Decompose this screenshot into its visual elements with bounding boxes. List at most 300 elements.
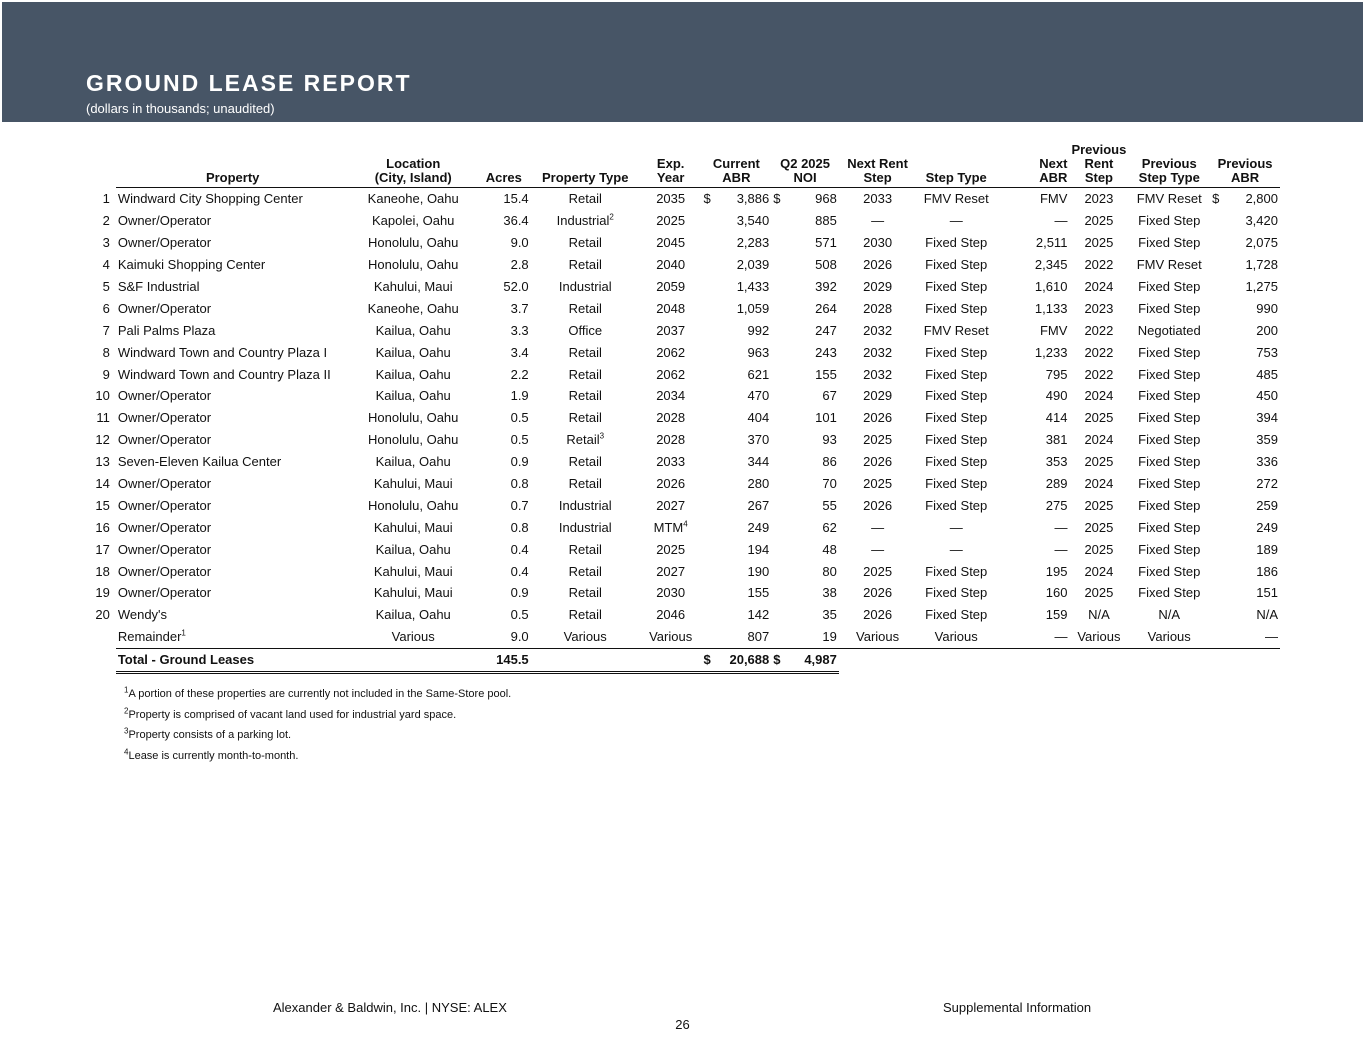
row-exp-year: 2027 [656, 563, 686, 579]
row-property: Owner/Operator [117, 497, 212, 513]
row-property: Owner/Operator [117, 235, 212, 251]
row-location: Kailua, Oahu [375, 607, 451, 623]
remainder-acres: 9.0 [477, 626, 531, 648]
row-previous-abr: 753 [1256, 344, 1278, 360]
row-exp-year: 2028 [656, 410, 686, 426]
row-property-type: Retail [568, 607, 602, 623]
row-acres: 0.8 [510, 519, 529, 535]
row-acres: 15.4 [503, 191, 529, 207]
row-index: 10 [95, 388, 110, 404]
row-q2-noi: 264 [815, 300, 837, 316]
row-acres: 0.5 [510, 410, 529, 426]
table-row [84, 319, 1280, 341]
row-next-rent-step: 2026 [863, 497, 893, 513]
row-previous-abr-currency [1210, 210, 1226, 232]
row-acres: 2.2 [510, 366, 529, 382]
row-exp-year: 2062 [656, 366, 686, 382]
row-index: 19 [95, 585, 110, 601]
row-abr-currency [702, 363, 718, 385]
col-header-next-rent-step: Next Rent Step [839, 143, 916, 188]
row-acres: 3.4 [510, 344, 529, 360]
row-step-type: Fixed Step [925, 497, 988, 513]
total-abr: 20,688 [717, 648, 771, 672]
row-acres: 0.7 [510, 497, 529, 513]
row-location: Kaneohe, Oahu [367, 300, 459, 316]
row-property-type: Industrial [558, 279, 612, 294]
row-current-abr: 621 [747, 366, 770, 382]
table-body [84, 188, 1280, 673]
col-header-next-abr: Next ABR [996, 143, 1069, 188]
row-exp-year: 2046 [656, 607, 686, 623]
row-previous-step-type: Fixed Step [1138, 213, 1201, 229]
row-abr-currency [702, 451, 718, 473]
row-index: 12 [95, 432, 110, 448]
row-current-abr: 370 [747, 432, 770, 448]
row-step-type: Fixed Step [925, 476, 988, 492]
row-previous-rent-step: 2022 [1084, 257, 1114, 273]
row-q2-noi: 968 [815, 191, 837, 207]
row-previous-abr: 1,275 [1245, 279, 1278, 294]
row-property: Windward Town and Country Plaza I [117, 344, 328, 360]
table-row [84, 473, 1280, 495]
row-exp-year: 2037 [656, 322, 686, 338]
row-noi-currency [771, 210, 787, 232]
row-next-abr: 414 [1045, 410, 1068, 426]
row-q2-noi: 885 [815, 213, 837, 229]
row-previous-abr-currency [1210, 363, 1226, 385]
row-property-type: Retail [568, 585, 602, 601]
row-current-abr: 2,039 [736, 257, 770, 273]
table-row [84, 254, 1280, 276]
row-abr-currency [702, 232, 718, 254]
row-previous-step-type: Fixed Step [1138, 585, 1201, 601]
row-abr-currency [702, 297, 718, 319]
row-previous-rent-step: 2025 [1084, 541, 1114, 557]
row-current-abr: 3,540 [736, 213, 770, 229]
row-previous-abr: 1,728 [1245, 257, 1278, 273]
row-exp-year: 2030 [656, 585, 686, 601]
row-previous-abr: 990 [1256, 300, 1278, 316]
row-previous-abr: 2,075 [1245, 235, 1278, 251]
row-previous-abr-currency [1210, 276, 1226, 298]
row-abr-currency [702, 604, 718, 626]
row-exp-year: 2059 [656, 279, 686, 294]
row-next-abr: 1,233 [1034, 344, 1068, 360]
col-header-q2-noi: Q2 2025 NOI [771, 143, 839, 188]
row-property: Owner/Operator [117, 410, 212, 426]
row-previous-rent-step: 2025 [1084, 519, 1114, 535]
row-location: Kapolei, Oahu [372, 213, 455, 229]
row-next-rent-step: — [871, 213, 885, 229]
row-previous-abr: 485 [1256, 366, 1278, 382]
row-noi-currency [771, 516, 787, 538]
row-property-type: Retail [568, 563, 602, 579]
row-property: Owner/Operator [117, 519, 212, 535]
row-noi-currency [771, 341, 787, 363]
row-exp-year: 2062 [656, 344, 686, 360]
row-step-type: Fixed Step [925, 410, 988, 426]
table-row [84, 451, 1280, 473]
row-previous-rent-step: 2024 [1084, 563, 1114, 579]
row-next-abr: 289 [1045, 476, 1068, 492]
row-abr-currency [702, 429, 718, 451]
row-previous-step-type: Negotiated [1137, 322, 1201, 338]
row-previous-rent-step: 2024 [1084, 432, 1114, 448]
row-property: Owner/Operator [117, 300, 212, 316]
row-previous-abr: 272 [1256, 476, 1278, 492]
row-step-type: Fixed Step [925, 235, 988, 251]
row-previous-abr-currency [1210, 385, 1226, 407]
row-next-abr: 1,610 [1034, 279, 1068, 294]
row-current-abr: 190 [747, 563, 770, 579]
table-row [84, 232, 1280, 254]
row-step-type: — [949, 541, 963, 557]
row-previous-abr-currency [1210, 494, 1226, 516]
row-index: 11 [96, 410, 110, 426]
col-header-previous-abr: Previous ABR [1210, 143, 1280, 188]
row-previous-abr: 359 [1256, 432, 1278, 448]
row-property: Kaimuki Shopping Center [117, 257, 266, 273]
table-row [84, 341, 1280, 363]
row-q2-noi: 70 [822, 476, 837, 492]
table-row [84, 276, 1280, 298]
row-previous-abr-currency [1210, 604, 1226, 626]
table-row [84, 582, 1280, 604]
row-exp-year: 2025 [656, 541, 686, 557]
table-row [84, 385, 1280, 407]
row-location: Honolulu, Oahu [368, 235, 459, 251]
row-acres: 36.4 [503, 213, 529, 229]
row-q2-noi: 38 [822, 585, 837, 601]
row-q2-noi: 243 [815, 344, 837, 360]
row-next-abr: 2,345 [1034, 257, 1068, 273]
remainder-location: Various [350, 626, 477, 648]
row-previous-abr: 186 [1256, 563, 1278, 579]
row-acres: 9.0 [510, 235, 529, 251]
row-step-type: Fixed Step [925, 563, 988, 579]
row-noi-currency [771, 276, 787, 298]
row-current-abr: 404 [747, 410, 770, 426]
total-label: Total - Ground Leases [116, 648, 350, 672]
row-q2-noi: 101 [815, 410, 837, 426]
row-index: 4 [102, 257, 110, 273]
row-step-type: — [949, 519, 963, 535]
row-previous-step-type: Fixed Step [1138, 541, 1201, 557]
row-previous-abr-currency [1210, 429, 1226, 451]
row-current-abr: 992 [747, 322, 770, 338]
row-previous-abr-currency [1210, 451, 1226, 473]
row-current-abr: 1,059 [736, 300, 770, 316]
row-q2-noi: 67 [822, 388, 837, 404]
row-previous-abr-currency [1210, 319, 1226, 341]
row-current-abr: 280 [747, 476, 770, 492]
row-property: Owner/Operator [117, 585, 212, 601]
remainder-row [84, 626, 1280, 648]
row-exp-year: 2026 [656, 476, 686, 492]
row-q2-noi: 571 [815, 235, 837, 251]
row-previous-abr-currency [1210, 232, 1226, 254]
footnote: $^1$A portion of these properties are currently not included in the Same-Store pool. [124, 685, 512, 700]
row-step-type: — [949, 213, 963, 229]
row-property-type: Retail [568, 476, 602, 492]
row-current-abr: 1,433 [736, 279, 770, 294]
row-location: Kahului, Maui [373, 476, 453, 492]
row-acres: 3.3 [510, 322, 529, 338]
row-acres: 0.4 [510, 541, 529, 557]
row-noi-currency: $ [773, 191, 781, 207]
col-header-step-type: Step Type [916, 143, 996, 188]
row-index: 5 [102, 279, 110, 294]
row-index: 7 [102, 322, 110, 338]
row-index: 6 [102, 300, 110, 316]
row-noi-currency [771, 232, 787, 254]
remainder-step-type: Various [916, 626, 996, 648]
row-noi-currency [771, 254, 787, 276]
row-property-type: Retail [568, 235, 602, 251]
row-index: 2 [102, 213, 110, 229]
row-abr-currency [702, 560, 718, 582]
row-previous-abr: 189 [1256, 541, 1278, 557]
row-current-abr: 3,886 [736, 191, 770, 207]
row-q2-noi: 247 [815, 322, 837, 338]
row-exp-year: 2034 [656, 388, 686, 404]
row-noi-currency [771, 560, 787, 582]
total-acres: 145.5 [477, 648, 531, 672]
row-index: 9 [102, 366, 110, 382]
row-property: Wendy's [117, 607, 168, 623]
row-q2-noi: 155 [815, 366, 837, 382]
row-previous-step-type: Fixed Step [1138, 563, 1201, 579]
row-previous-rent-step: 2025 [1084, 213, 1114, 229]
row-next-abr: FMV [1039, 191, 1068, 207]
footnotes [124, 685, 512, 771]
row-next-rent-step: 2026 [863, 454, 893, 470]
row-previous-abr: 336 [1256, 454, 1278, 470]
row-noi-currency [771, 319, 787, 341]
row-noi-currency [771, 385, 787, 407]
row-q2-noi: 93 [822, 432, 837, 448]
row-q2-noi: 35 [822, 607, 837, 623]
row-current-abr: 194 [747, 541, 770, 557]
row-next-rent-step: 2026 [863, 585, 893, 601]
row-current-abr: 155 [747, 585, 770, 601]
total-abr-currency: $ [702, 648, 718, 672]
row-step-type: Fixed Step [925, 432, 988, 448]
row-location: Honolulu, Oahu [368, 410, 459, 426]
row-noi-currency [771, 494, 787, 516]
col-header-exp-year: Exp. Year [640, 143, 702, 188]
row-index: 18 [95, 563, 110, 579]
row-previous-abr: 450 [1256, 388, 1278, 404]
row-next-abr: — [1054, 519, 1068, 535]
total-noi: 4,987 [787, 648, 839, 672]
col-header-property: Property [116, 143, 350, 188]
row-exp-year: 2048 [656, 300, 686, 316]
row-noi-currency [771, 429, 787, 451]
row-next-rent-step: 2028 [863, 300, 893, 316]
row-step-type: FMV Reset [923, 322, 989, 338]
row-previous-rent-step: 2023 [1084, 300, 1114, 316]
row-abr-currency [702, 341, 718, 363]
row-next-rent-step: 2032 [863, 322, 893, 338]
footer-company: Alexander & Baldwin, Inc. | NYSE: ALEX [273, 1000, 507, 1015]
row-next-rent-step: 2032 [863, 366, 893, 382]
row-previous-rent-step: 2022 [1084, 344, 1114, 360]
row-exp-year: 2025 [656, 213, 686, 229]
row-noi-currency [771, 363, 787, 385]
row-property-type: Retail [568, 191, 602, 207]
row-abr-currency [702, 516, 718, 538]
row-step-type: Fixed Step [925, 388, 988, 404]
row-current-abr: 249 [747, 519, 770, 535]
row-previous-step-type: Fixed Step [1138, 519, 1201, 535]
row-next-rent-step: 2030 [863, 235, 893, 251]
row-property: Owner/Operator [117, 541, 212, 557]
row-abr-currency [702, 538, 718, 560]
remainder-type: Various [531, 626, 640, 648]
row-property-type: Retail [568, 541, 602, 557]
row-location: Kahului, Maui [373, 563, 453, 579]
row-acres: 1.9 [510, 388, 529, 404]
row-step-type: Fixed Step [925, 366, 988, 382]
footer-section: Supplemental Information [943, 1000, 1092, 1015]
row-acres: 0.8 [510, 476, 529, 492]
row-acres: 3.7 [510, 300, 529, 316]
row-abr-currency [702, 319, 718, 341]
table-row [84, 407, 1280, 429]
row-next-rent-step: 2032 [863, 344, 893, 360]
row-previous-step-type: Fixed Step [1138, 388, 1201, 404]
row-property: Windward Town and Country Plaza II [117, 366, 331, 382]
row-current-abr: 267 [747, 497, 770, 513]
row-previous-rent-step: N/A [1088, 607, 1110, 623]
row-property: Seven-Eleven Kailua Center [117, 454, 282, 470]
row-noi-currency [771, 538, 787, 560]
row-next-abr: — [1054, 541, 1068, 557]
row-location: Honolulu, Oahu [368, 257, 459, 273]
table-row [84, 210, 1280, 232]
row-previous-step-type: Fixed Step [1138, 410, 1201, 426]
row-previous-step-type: Fixed Step [1138, 344, 1201, 360]
row-next-rent-step: 2029 [863, 388, 893, 404]
remainder-next-step: Various [839, 626, 916, 648]
row-location: Kahului, Maui [373, 519, 453, 535]
row-previous-abr: 200 [1256, 322, 1278, 338]
row-previous-step-type: Fixed Step [1138, 366, 1201, 382]
row-location: Honolulu, Oahu [368, 497, 459, 513]
remainder-property: Remainder$^1$ [116, 626, 350, 648]
row-next-abr: — [1054, 213, 1068, 229]
row-noi-currency [771, 582, 787, 604]
remainder-prev-abr: — [1226, 626, 1280, 648]
row-previous-abr: 259 [1256, 497, 1278, 513]
row-abr-currency [702, 407, 718, 429]
row-next-rent-step: 2033 [863, 191, 893, 207]
row-next-rent-step: 2026 [863, 607, 893, 623]
col-header-previous-step-type: Previous Step Type [1128, 143, 1210, 188]
row-location: Kailua, Oahu [375, 322, 451, 338]
row-q2-noi: 508 [815, 257, 837, 273]
report-header [2, 2, 1363, 122]
row-current-abr: 470 [747, 388, 770, 404]
row-previous-abr-currency [1210, 297, 1226, 319]
row-step-type: Fixed Step [925, 454, 988, 470]
row-current-abr: 344 [747, 454, 770, 470]
col-header-current-abr: Current ABR [702, 143, 772, 188]
table-row [84, 538, 1280, 560]
row-step-type: FMV Reset [923, 191, 989, 207]
footnote: $^3$Property consists of a parking lot. [124, 726, 292, 742]
row-property: Owner/Operator [117, 432, 212, 448]
row-previous-rent-step: 2023 [1084, 191, 1114, 207]
remainder-next-abr: — [996, 626, 1069, 648]
row-previous-abr: N/A [1256, 607, 1278, 623]
remainder-abr: 807 [717, 626, 771, 648]
footnote: $^2$Property is comprised of vacant land used for industrial yard space. [124, 706, 457, 721]
row-previous-step-type: Fixed Step [1138, 432, 1201, 448]
row-property: S&F Industrial [117, 279, 200, 294]
row-exp-year: 2045 [656, 235, 686, 251]
row-q2-noi: 80 [822, 563, 837, 579]
row-property-type: Industrial [558, 497, 612, 513]
row-abr-currency [702, 254, 718, 276]
row-abr-currency [702, 473, 718, 495]
row-q2-noi: 48 [822, 541, 837, 557]
row-property-type: Retail [568, 388, 602, 404]
row-location: Kailua, Oahu [375, 344, 451, 360]
table-row [84, 494, 1280, 516]
row-property-type: Retail [568, 257, 602, 273]
row-acres: 0.5 [510, 432, 529, 448]
table-header-row [84, 143, 1280, 188]
row-exp-year: 2027 [656, 497, 686, 513]
row-next-rent-step: 2029 [863, 279, 893, 294]
total-noi-currency: $ [771, 648, 787, 672]
row-next-rent-step: 2025 [863, 563, 893, 579]
row-property-type: Retail$^3$ [566, 431, 605, 448]
row-current-abr: 2,283 [736, 235, 770, 251]
table-row [84, 188, 1280, 210]
footnote: $^4$Lease is currently month-to-month. [124, 747, 299, 763]
row-exp-year: MTM$^4$ [653, 519, 688, 535]
row-noi-currency [771, 297, 787, 319]
row-previous-rent-step: 2025 [1084, 454, 1114, 470]
row-q2-noi: 55 [822, 497, 837, 513]
ground-lease-table [84, 143, 1280, 674]
remainder-exp: Various [640, 626, 702, 648]
row-acres: 0.5 [510, 607, 529, 623]
row-next-abr: 490 [1045, 388, 1068, 404]
row-exp-year: 2035 [656, 191, 686, 207]
row-previous-abr: 2,800 [1245, 191, 1278, 207]
row-previous-step-type: N/A [1158, 607, 1181, 623]
row-q2-noi: 392 [815, 279, 837, 294]
row-abr-currency [702, 494, 718, 516]
row-property: Owner/Operator [117, 476, 212, 492]
row-next-rent-step: 2025 [863, 432, 893, 448]
remainder-prev-step: Various [1069, 626, 1128, 648]
row-next-rent-step: 2026 [863, 257, 893, 273]
row-previous-abr-currency [1210, 473, 1226, 495]
row-acres: 0.9 [510, 454, 529, 470]
row-property-type: Retail [568, 300, 602, 316]
row-index: 20 [95, 607, 110, 623]
row-location: Honolulu, Oahu [368, 432, 459, 448]
row-q2-noi: 86 [822, 454, 837, 470]
row-previous-rent-step: 2025 [1084, 497, 1114, 513]
total-row [84, 648, 1280, 672]
row-previous-abr-currency [1210, 407, 1226, 429]
